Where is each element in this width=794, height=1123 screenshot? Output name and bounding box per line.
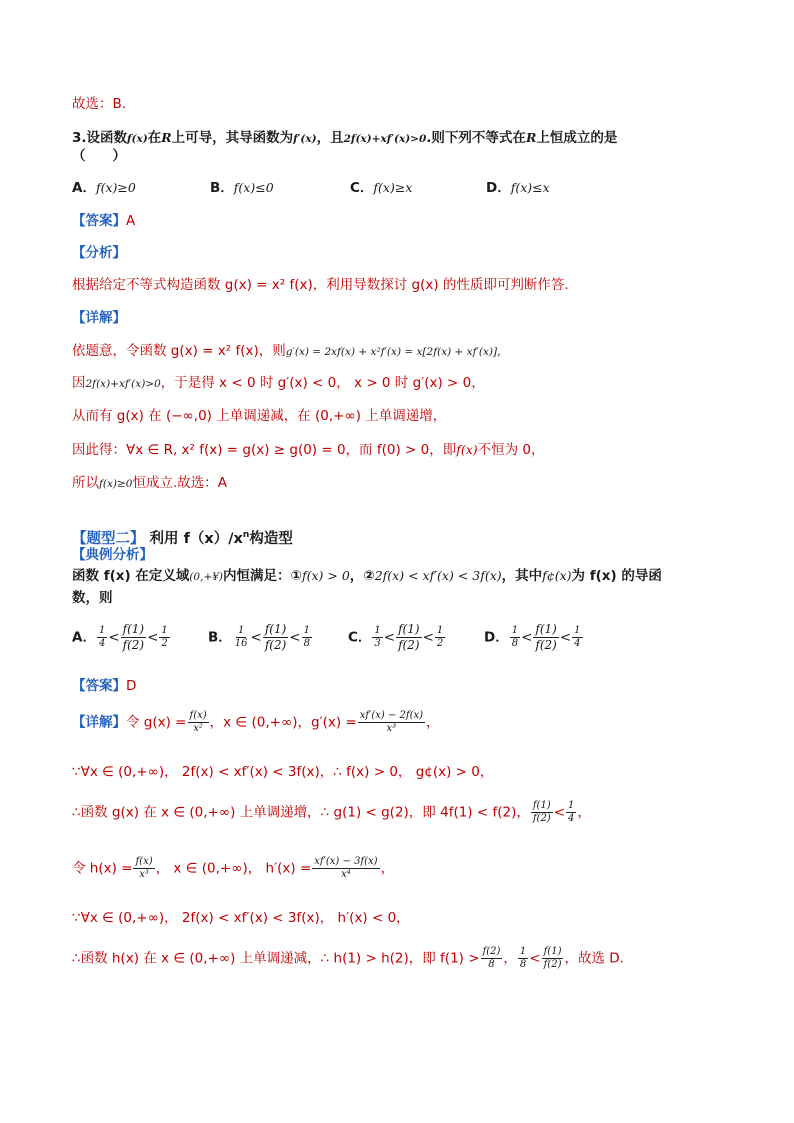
example-stem-2: 数，则 [72,590,113,606]
example-options [72,620,724,660]
detail-line-1: 依题意，令函数 g(x) = x² f(x)，则g′(x) = 2xf(x) + x²f′(x) = x[2f(x) + xf′(x)]， [72,343,508,359]
detail-line-5: 所以f(x)≥0恒成立.故选：A [72,475,228,491]
detail-line-4: 因此得：∀x ∈ R, x² f(x) = g(x) ≥ g(0) = 0，而 f(0) > 0，即f(x)不恒为 0， [72,442,545,458]
detail-2-line-1: 【详解】令 g(x) = $\frac{f(x)}{\text{x²}}$ ，x ∈ (0,+∞)，g′(x) = $\frac{xf'(x) - 2f(x)}{\text{x³}}$ ， [72,710,440,734]
detail-2-line-5: ∵∀x ∈ (0,+∞)， 2f(x) < xf′(x) < 3f(x)， h′(x) < 0， [72,910,410,926]
example-stem-1: 函数 f(x) 在定义域(0,+¥)内恒满足：①f(x) > 0，②2f(x) < xf′(x) < 3f(x)，其中f¢(x)为 f(x) 的导函 [72,568,662,584]
option-d: D． $\frac{1}{8}$ < $\frac{f(1)}{f(2)}$ < $\frac{1}{4}$ [484,622,581,652]
question-3-stem: 3.设函数f(x)在R上可导，其导函数为f′(x)，且2f(x)+xf′(x)>0.则下列不等式在R上恒成立的是 [72,130,618,146]
option-b: B． $\frac{1}{16}$ < $\frac{f(1)}{f(2)}$ < $\frac{1}{8}$ [208,622,310,652]
option-d: D．f(x)≤x [486,180,550,196]
detail-line-3: 从而有 g(x) 在 (−∞,0) 上单调递减，在 (0,+∞) 上单调递增， [72,408,447,424]
option-c: C． $\frac{1}{3}$ < $\frac{f(1)}{f(2)}$ < $\frac{1}{2}$ [348,622,444,652]
question-3-paren: （ ） [72,148,126,164]
detail-2-line-4: 令 h(x) = $\frac{f(x)}{\text{x³}}$ ， x ∈ (0,+∞)， h′(x) = $\frac{xf'(x) - 3f(x)}{\text{x⁴}}$ ， [72,856,395,880]
section-title: 【题型二】 利用 $f(x)/x^n$构造型 [72,530,293,547]
previous-answer: 故选：B. [72,96,127,112]
detail-2-line-2: ∵∀x ∈ (0,+∞)， 2f(x) < xf′(x) < 3f(x)，∴ f(x) > 0， g¢(x) > 0， [72,764,494,780]
detail-line-2: 因2f(x)+xf′(x)>0，于是得 x < 0 时 g′(x) < 0， x > 0 时 g′(x) > 0， [72,375,485,391]
detail-2-line-6: ∴函数 h(x) 在 x ∈ (0,+∞) 上单调递减，∴ h(1) > h(2)，即 f(1) > $\frac{f(2)}{8}$ ， $\frac{1}{8}$ < $\frac{f(1)}{f(2)}$ ，故选 D. [72,946,624,970]
answer-line-2: 【答案】D [72,678,137,694]
typical-analysis-tag: 【典例分析】 [72,547,153,563]
detail-tag: 【详解】 [72,310,126,326]
detail-2-line-3: ∴函数 g(x) 在 x ∈ (0,+∞) 上单调递增，∴ g(1) < g(2)，即 4f(1) < f(2)， $\frac{f(1)}{f(2)}$ < $\frac{1}{4}$ ， [72,800,591,824]
analysis-text: 根据给定不等式构造函数 g(x) = x² f(x)，利用导数探讨 g(x) 的性质即可判断作答. [72,277,569,293]
analysis-tag: 【分析】 [72,245,126,261]
question-3-options [72,178,724,198]
option-b: B．f(x)≤0 [210,180,274,196]
option-a: A． $\frac{1}{4}$ < $\frac{f(1)}{f(2)}$ < $\frac{1}{2}$ [72,622,168,652]
answer-line: 【答案】A [72,213,136,229]
option-a: A．f(x)≥0 [72,180,136,196]
option-c: C．f(x)≥x [350,180,413,196]
